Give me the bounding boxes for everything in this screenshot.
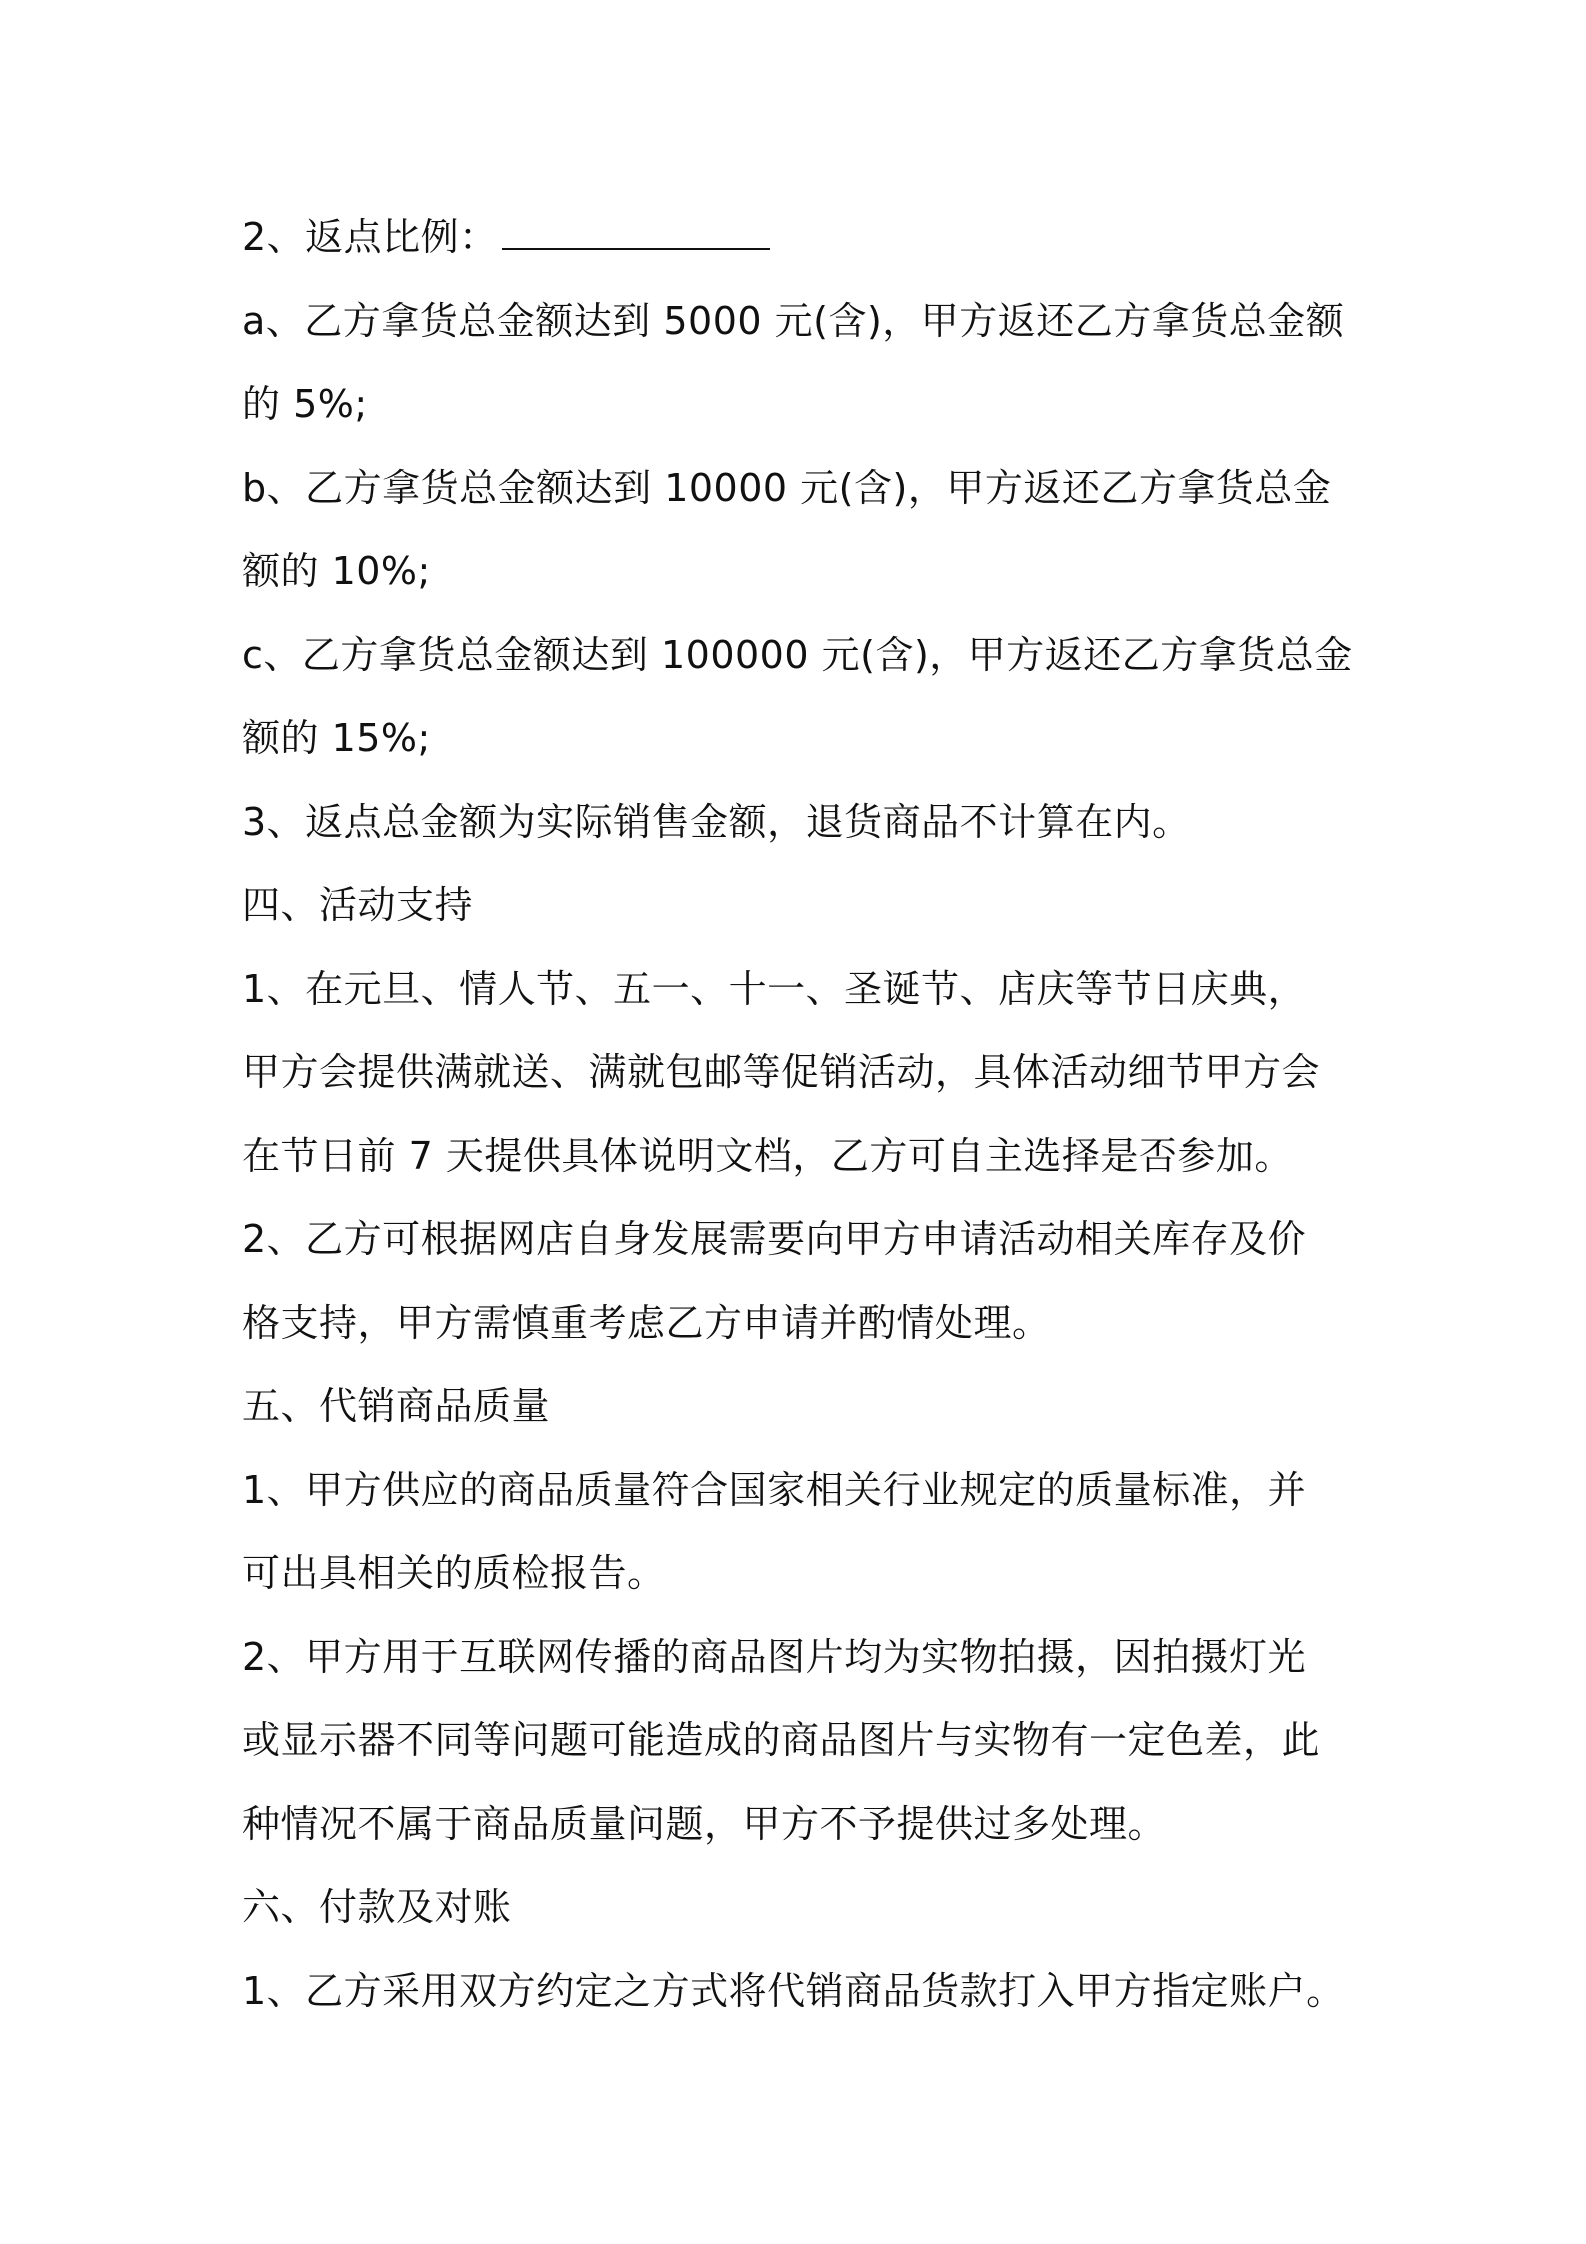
quality-clause-2-line-3: 种情况不属于商品质量问题，甲方不予提供过多处理。 bbox=[242, 1801, 1167, 1846]
activity-clause-2-line-1: 2、乙方可根据网店自身发展需要向甲方申请活动相关库存及价 bbox=[242, 1217, 1307, 1261]
payment-clause-1: 1、乙方采用双方约定之方式将代销商品货款打入甲方指定账户。 bbox=[242, 1968, 1345, 2013]
quality-clause-1-line-2: 可出具相关的质检报告。 bbox=[242, 1551, 666, 1595]
clause-2-rebate-ratio: 2、返点比例： bbox=[242, 196, 1362, 280]
clause-b-line-2: 额的 10%; bbox=[242, 549, 431, 593]
quality-clause-1-line-1: 1、甲方供应的商品质量符合国家相关行业规定的质量标准，并 bbox=[242, 1467, 1307, 1512]
section-heading-payment: 六、付款及对账 bbox=[242, 1885, 512, 1929]
clause-c-line-1: c、乙方拿货总金额达到 100000 元(含)，甲方返还乙方拿货总金 bbox=[242, 632, 1353, 677]
activity-clause-2-line-2: 格支持，甲方需慎重考虑乙方申请并酌情处理。 bbox=[242, 1300, 1051, 1345]
activity-clause-1-line-1: 1、在元旦、情人节、五一、十一、圣诞节、店庆等节日庆典， bbox=[242, 966, 1307, 1011]
quality-clause-2-line-2: 或显示器不同等问题可能造成的商品图片与实物有一定色差，此 bbox=[242, 1718, 1321, 1762]
section-heading-product-quality: 五、代销商品质量 bbox=[242, 1384, 551, 1428]
clause-b-line-1: b、乙方拿货总金额达到 10000 元(含)，甲方返还乙方拿货总金 bbox=[242, 465, 1332, 510]
activity-clause-1-line-2: 甲方会提供满就送、满就包邮等促销活动，具体活动细节甲方会 bbox=[242, 1050, 1321, 1094]
section-heading-activity-support: 四、活动支持 bbox=[242, 883, 474, 927]
fill-in-blank bbox=[502, 212, 770, 250]
activity-clause-1-line-3: 在节日前 7 天提供具体说明文档，乙方可自主选择是否参加。 bbox=[242, 1133, 1293, 1178]
quality-clause-2-line-1: 2、甲方用于互联网传播的商品图片均为实物拍摄，因拍摄灯光 bbox=[242, 1634, 1307, 1679]
clause-a-line-2: 的 5%; bbox=[242, 382, 368, 426]
clause-3-rebate-total: 3、返点总金额为实际销售金额，退货商品不计算在内。 bbox=[242, 799, 1191, 844]
clause-a-line-1: a、乙方拿货总金额达到 5000 元(含)，甲方返还乙方拿货总金额 bbox=[242, 298, 1345, 343]
clause-c-line-2: 额的 15%; bbox=[242, 716, 431, 760]
document-body bbox=[242, 196, 1362, 2033]
